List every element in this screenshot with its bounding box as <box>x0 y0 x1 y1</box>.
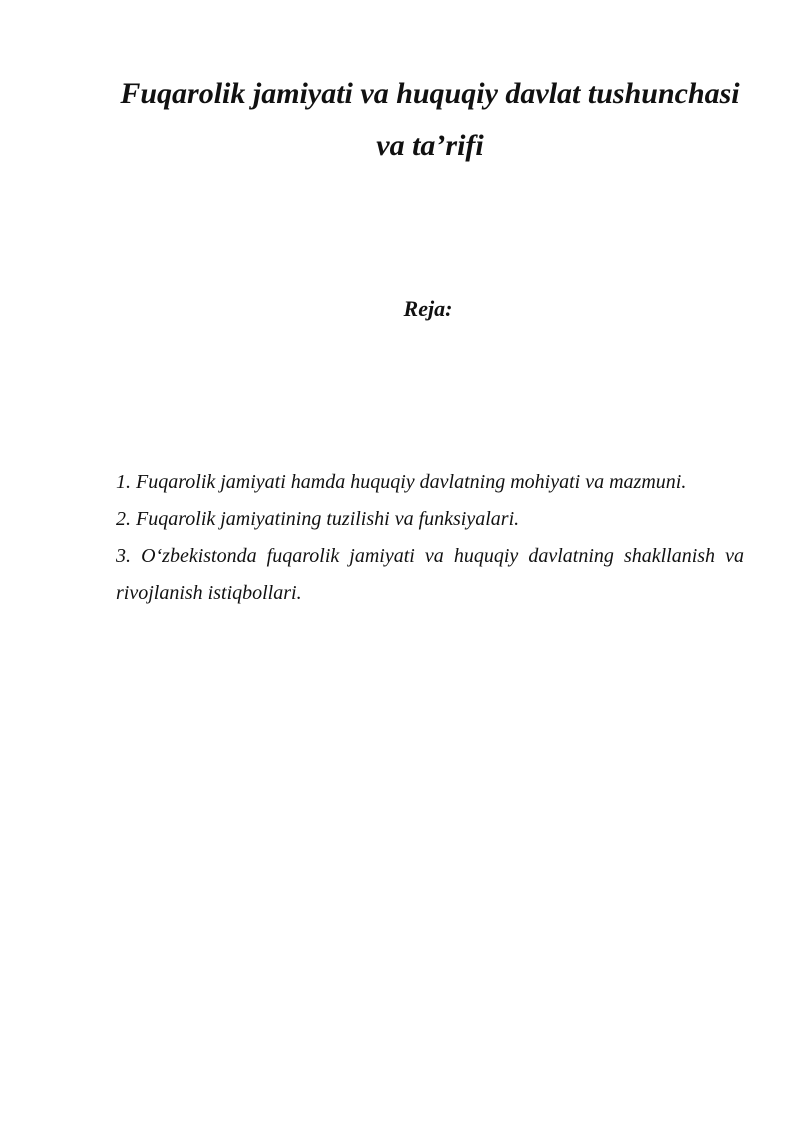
plan-item-text: Fuqarolik jamiyatining tuzilishi va funksiyalari. <box>136 508 520 530</box>
plan-item-number: 2. <box>116 508 131 530</box>
document-title-line-2: va ta’rifi <box>376 129 484 162</box>
plan-item-3 <box>116 538 744 612</box>
plan-list <box>116 464 744 612</box>
plan-item-1 <box>116 464 744 501</box>
document-title-line-1: Fuqarolik jamiyati va huquqiy davlat tushunchasi <box>120 77 740 110</box>
plan-item-text: Fuqarolik jamiyati hamda huquqiy davlatning mohiyati va mazmuni. <box>136 471 687 493</box>
plan-item-number: 1. <box>116 471 131 493</box>
plan-heading: Reja: <box>403 296 453 321</box>
plan-item-2 <box>116 501 744 538</box>
plan-item-number: 3. <box>116 545 131 567</box>
plan-item-text: O‘zbekistonda fuqarolik jamiyati va huquqiy davlatning shakllanish va rivojlanish istiqbollari. <box>116 545 744 604</box>
